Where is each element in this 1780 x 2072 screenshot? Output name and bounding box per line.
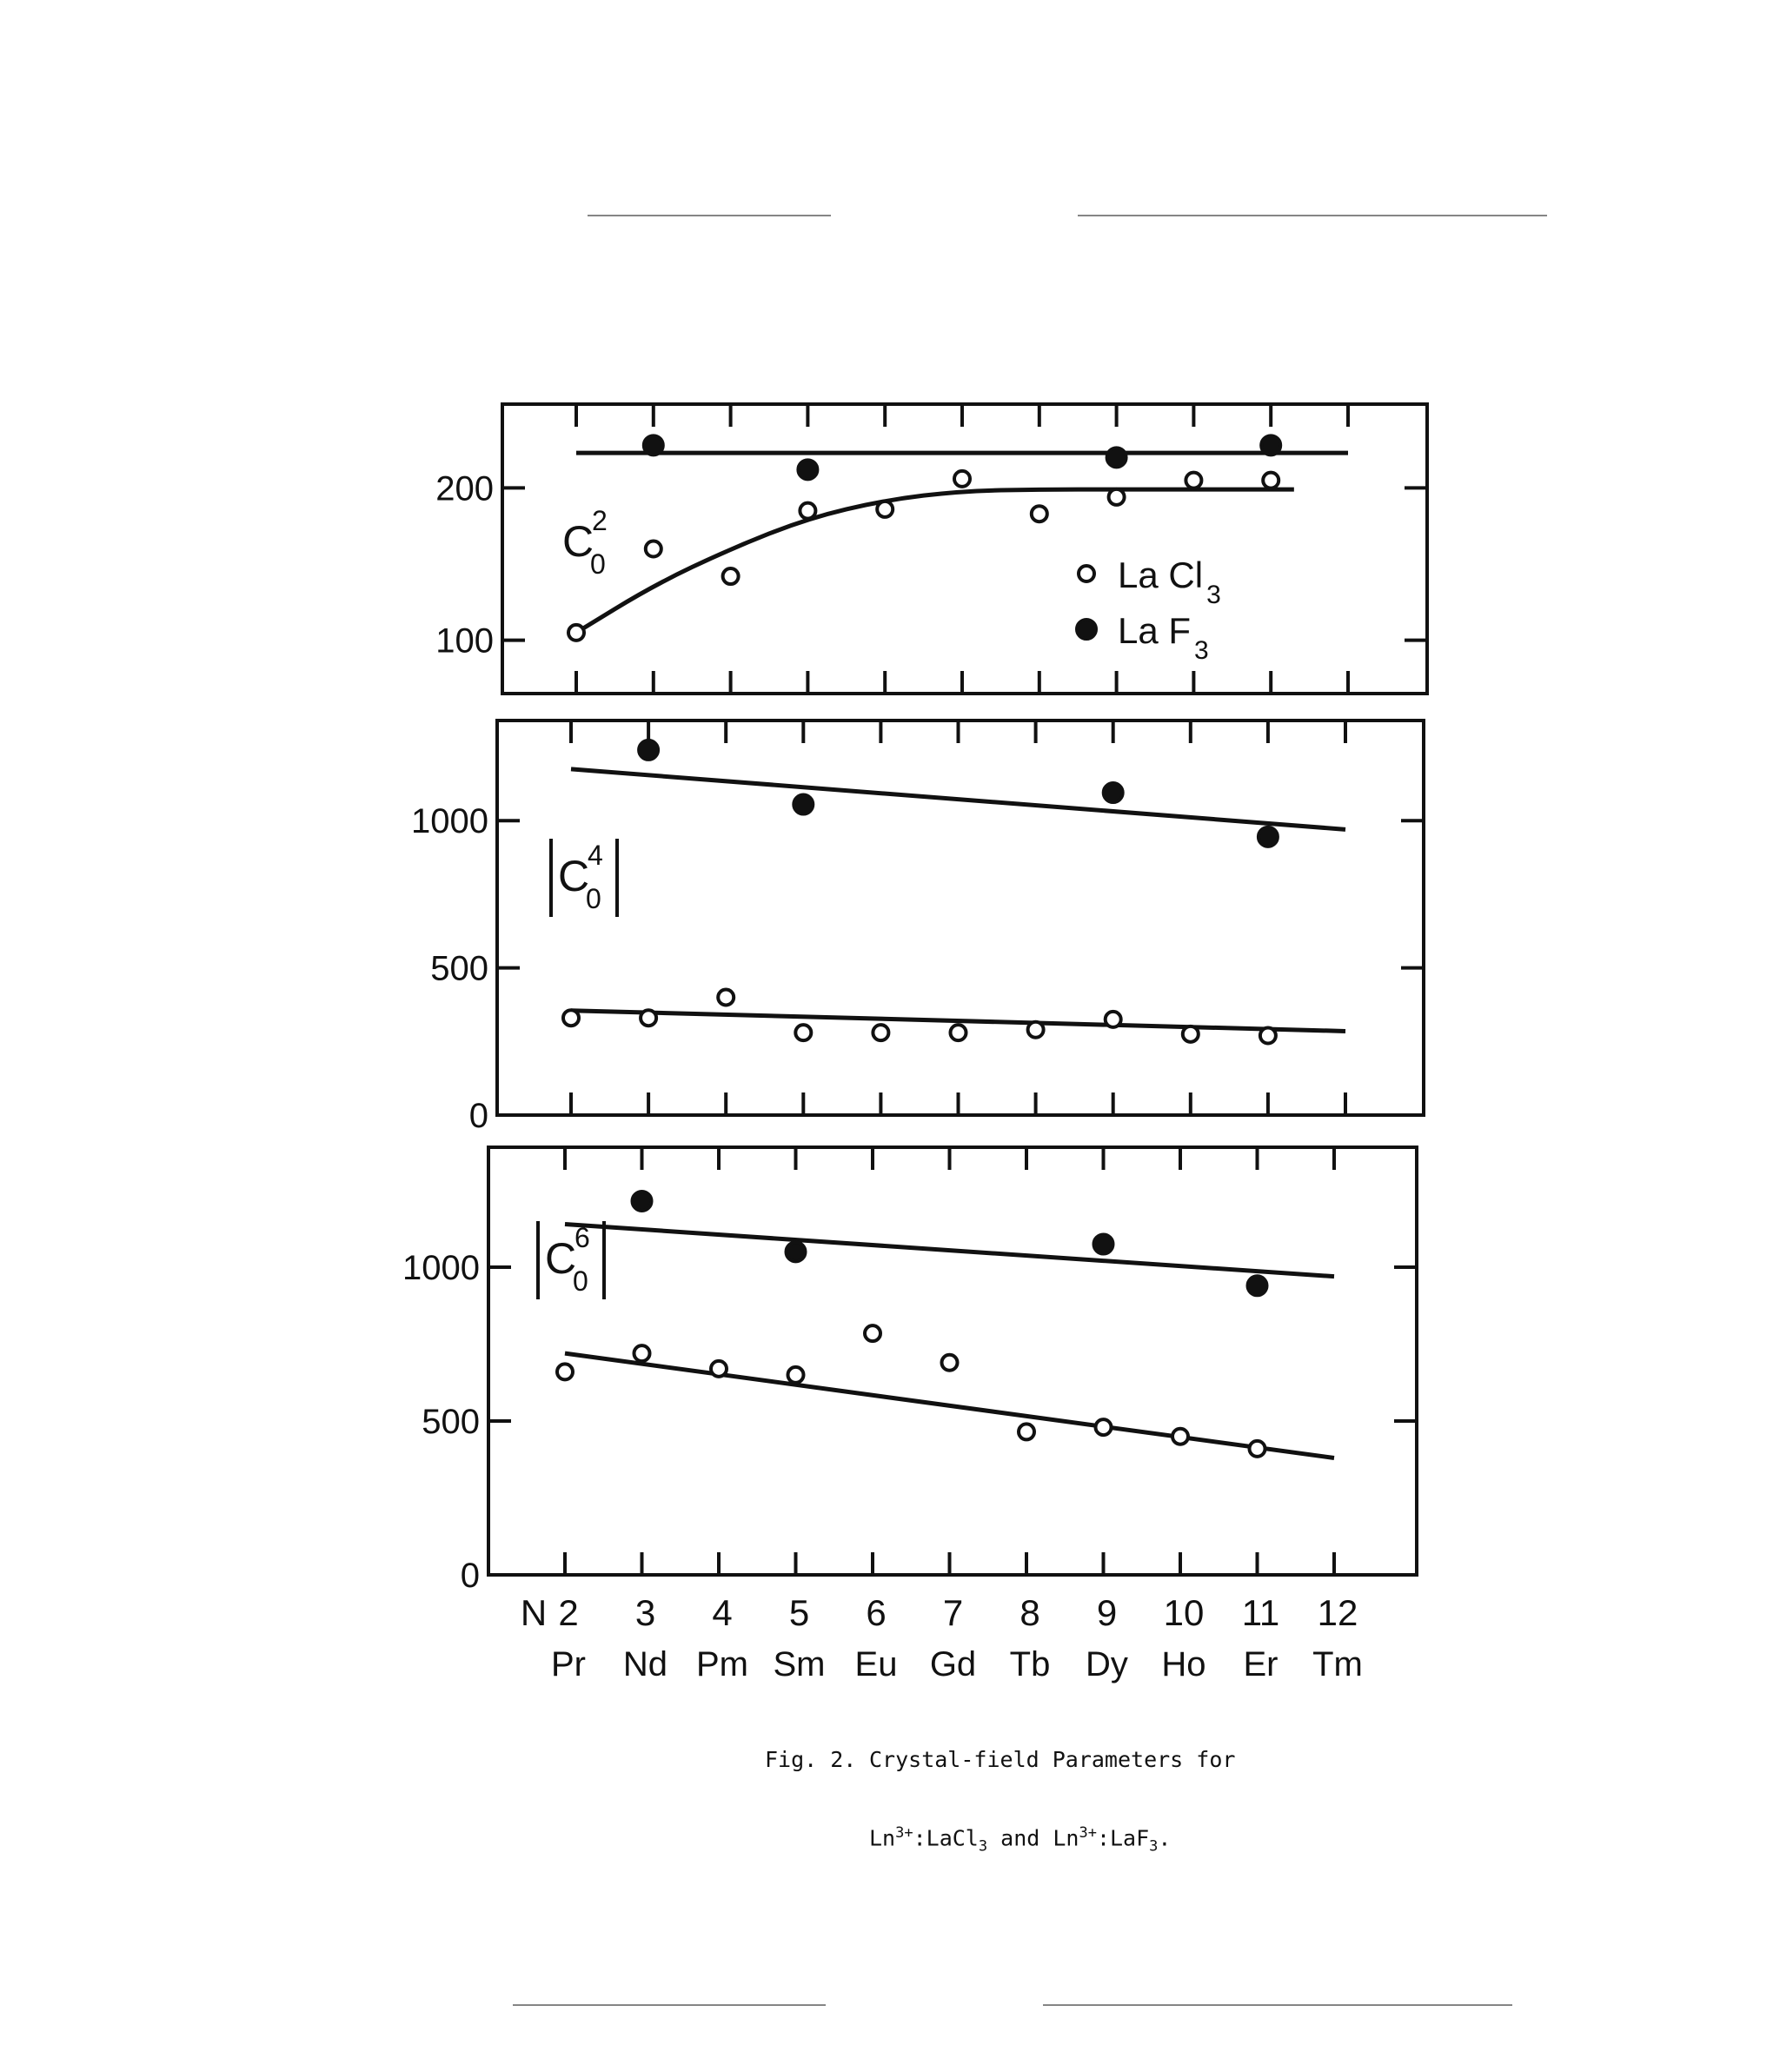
x-tick-label-element: Gd: [929, 1645, 977, 1684]
y-label-sup: 6: [575, 1222, 590, 1253]
y-label-base: C: [558, 852, 590, 900]
data-point-open: [1109, 489, 1125, 505]
y-tick-label: 0: [460, 1557, 480, 1595]
x-tick-label-number: 11: [1241, 1592, 1280, 1633]
legend-label: La Cl: [1118, 555, 1204, 595]
x-tick-label-number: 8: [1020, 1592, 1040, 1633]
data-point-open: [954, 471, 970, 487]
x-tick-label-number: 4: [712, 1592, 733, 1633]
data-point-open: [557, 1364, 573, 1379]
y-label-sub: 0: [586, 883, 601, 914]
panel-frame: [502, 404, 1427, 694]
data-point-open: [800, 503, 815, 519]
x-tick-label-element: Pm: [696, 1645, 748, 1684]
data-point-open: [1183, 1026, 1199, 1042]
y-tick-label: 1000: [402, 1249, 480, 1288]
scan-rule-top-right: [1078, 215, 1547, 216]
caption-line2-part-3: 3: [978, 1837, 988, 1856]
data-point-open: [1019, 1424, 1034, 1439]
x-tick-label-element: Tm: [1312, 1645, 1363, 1684]
scan-rule-bottom-left: [513, 2004, 826, 2006]
data-point-open: [1260, 1028, 1276, 1044]
data-point-open: [877, 501, 893, 517]
data-point-filled: [1107, 448, 1126, 467]
y-axis-label: [562, 505, 608, 580]
x-tick-label-element: Er: [1243, 1645, 1279, 1684]
data-point-open: [1263, 473, 1279, 488]
data-point-open: [718, 989, 734, 1005]
data-point-open: [865, 1325, 880, 1341]
data-point-filled: [1094, 1234, 1113, 1253]
y-label-sup: 4: [588, 840, 603, 871]
data-point-open: [634, 1345, 650, 1361]
y-tick-label: 0: [468, 1097, 488, 1135]
caption-number: Fig. 2.: [765, 1747, 857, 1772]
x-tick-label-number: 3: [634, 1592, 656, 1633]
caption-line2: [765, 1821, 1235, 1858]
series-LaF3: [571, 740, 1345, 847]
data-point-filled: [633, 1192, 652, 1211]
caption-line2-part-1: 3+: [895, 1824, 913, 1842]
x-tick-label-number: 9: [1096, 1592, 1118, 1633]
legend-marker: [1079, 566, 1094, 581]
series-LaF3: [565, 1192, 1334, 1295]
data-point-open: [1096, 1419, 1112, 1435]
panel-C06: [402, 1147, 1417, 1684]
data-point-open: [1250, 1441, 1265, 1457]
caption-line2-part-0: Ln: [869, 1825, 896, 1851]
y-tick-label: 500: [430, 949, 488, 988]
data-point-open: [873, 1025, 888, 1040]
x-tick-label-element: Pr: [551, 1645, 586, 1684]
y-axis-label: [551, 839, 617, 917]
y-tick-label: 1000: [411, 802, 488, 841]
panel-C04: [411, 721, 1424, 1135]
legend-label-sub: 3: [1194, 636, 1209, 665]
data-point-open: [711, 1361, 727, 1377]
panel-C02: [435, 404, 1427, 694]
x-tick-label-number: 5: [788, 1592, 810, 1633]
caption-line2-part-2: :LaCl: [913, 1825, 979, 1851]
x-tick-label-element: Tb: [1009, 1645, 1051, 1684]
data-point-open: [568, 625, 584, 641]
legend: [1077, 555, 1221, 665]
data-point-open: [1186, 473, 1201, 488]
data-point-open: [641, 1010, 656, 1026]
data-point-open: [1028, 1022, 1044, 1038]
x-tick-label-element: Ho: [1161, 1645, 1206, 1684]
data-point-filled: [1261, 435, 1280, 455]
legend-label-sub: 3: [1206, 581, 1221, 609]
legend-marker: [1077, 620, 1096, 639]
data-point-open: [795, 1025, 811, 1040]
y-label-sup: 2: [592, 505, 608, 536]
data-point-open: [788, 1367, 804, 1383]
data-point-open: [1106, 1012, 1121, 1027]
legend-label: La F: [1118, 610, 1192, 651]
x-tick-label-number: 2: [558, 1592, 579, 1633]
caption-line2-part-4: and Ln: [987, 1825, 1079, 1851]
x-tick-label-element: Sm: [773, 1645, 826, 1684]
x-tick-label-element: Nd: [622, 1645, 668, 1684]
caption-line2-part-5: 3+: [1079, 1824, 1097, 1842]
caption-line2-part-6: :LaF: [1096, 1825, 1150, 1851]
x-axis-labels: [521, 1592, 1363, 1684]
data-point-open: [563, 1010, 579, 1026]
y-tick-label: 100: [435, 621, 494, 661]
series-LaCl3: [563, 989, 1345, 1043]
caption-line2-part-7: 3: [1149, 1837, 1159, 1856]
series-LaCl3: [557, 1325, 1334, 1458]
data-point-open: [1032, 506, 1047, 521]
caption-line1: Crystal-field Parameters for: [869, 1747, 1236, 1772]
y-label-base: C: [562, 517, 594, 566]
scan-rule-top-left: [588, 215, 831, 216]
data-point-filled: [794, 795, 813, 814]
x-tick-label-element: Dy: [1086, 1645, 1128, 1684]
data-point-filled: [1259, 827, 1278, 847]
panel-frame: [497, 721, 1424, 1115]
y-tick-label: 500: [422, 1403, 480, 1442]
data-point-filled: [787, 1242, 806, 1261]
data-point-filled: [639, 740, 658, 760]
y-label-sub: 0: [573, 1265, 588, 1297]
data-point-filled: [644, 435, 663, 455]
fit-line-LaF3: [565, 1224, 1334, 1276]
data-point-filled: [1104, 783, 1123, 802]
data-point-open: [951, 1025, 966, 1040]
y-label-base: C: [545, 1234, 577, 1283]
x-tick-label-number: 10: [1163, 1592, 1205, 1633]
data-point-open: [1172, 1429, 1188, 1444]
caption-line2-part-8: .: [1158, 1825, 1172, 1851]
data-point-open: [942, 1355, 958, 1371]
figure-caption: [765, 1699, 1235, 1883]
y-tick-label: 200: [435, 469, 494, 508]
y-label-sub: 0: [590, 548, 606, 580]
data-point-open: [723, 568, 739, 584]
data-point-filled: [1248, 1276, 1267, 1295]
x-tick-label-number: 12: [1317, 1592, 1358, 1633]
x-tick-label-number: 7: [942, 1592, 964, 1633]
x-tick-label-element: Eu: [854, 1645, 898, 1684]
x-tick-label-number: 6: [866, 1592, 887, 1633]
x-axis-label: N: [520, 1592, 548, 1633]
data-point-filled: [798, 460, 817, 479]
y-axis-label: [538, 1221, 604, 1299]
fit-line-LaF3: [571, 769, 1345, 829]
scan-rule-bottom-right: [1043, 2004, 1512, 2006]
data-point-open: [646, 541, 661, 557]
